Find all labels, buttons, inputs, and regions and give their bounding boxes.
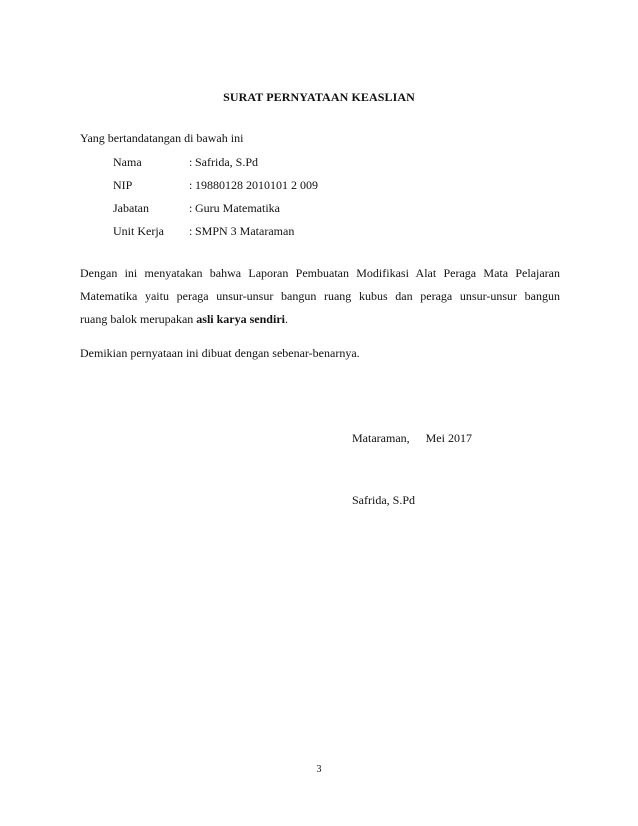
date: Mei 2017 [425, 431, 472, 445]
identity-row-unit-kerja [113, 224, 318, 247]
identity-label: Jabatan [113, 201, 149, 215]
place-date [352, 431, 472, 446]
identity-label: Unit Kerja [113, 224, 164, 238]
statement-text: ruang balok merupakan [80, 312, 197, 326]
signer-name: Safrida, S.Pd [352, 493, 415, 507]
intro-text: Yang bertandatangan di bawah ini [80, 131, 244, 145]
identity-separator: : [189, 178, 193, 192]
identity-row-jabatan [113, 201, 318, 224]
identity-value: 19880128 2010101 2 009 [195, 178, 318, 192]
identity-row-nama [113, 155, 318, 178]
closing-text: Demikian pernyataan ini dibuat dengan sebenar-benarnya. [80, 346, 360, 360]
identity-separator: : [189, 201, 193, 215]
identity-separator: : [189, 155, 193, 169]
identity-value: SMPN 3 Mataraman [195, 224, 295, 238]
place: Mataraman, [352, 431, 410, 445]
statement-period: . [284, 312, 288, 326]
identity-label: Nama [113, 155, 142, 169]
statement-line [80, 308, 560, 331]
identity-value: Guru Matematika [195, 201, 280, 215]
identity-separator: : [189, 224, 193, 238]
statement-paragraph [80, 262, 560, 331]
statement-emphasis: asli karya sendiri [196, 312, 285, 326]
document-title: SURAT PERNYATAAN KEASLIAN [223, 90, 415, 104]
statement-line: Matematika yaitu peraga unsur-unsur bangun ruang kubus dan peraga unsur-unsur bangun [80, 289, 560, 303]
identity-value: Safrida, S.Pd [195, 155, 258, 169]
page-number: 3 [316, 764, 322, 775]
identity-label: NIP [113, 178, 133, 192]
identity-row-nip [113, 178, 318, 201]
identity-block [113, 155, 318, 247]
statement-line: Dengan ini menyatakan bahwa Laporan Pembuatan Modifikasi Alat Peraga Mata Pelajaran [80, 266, 560, 280]
